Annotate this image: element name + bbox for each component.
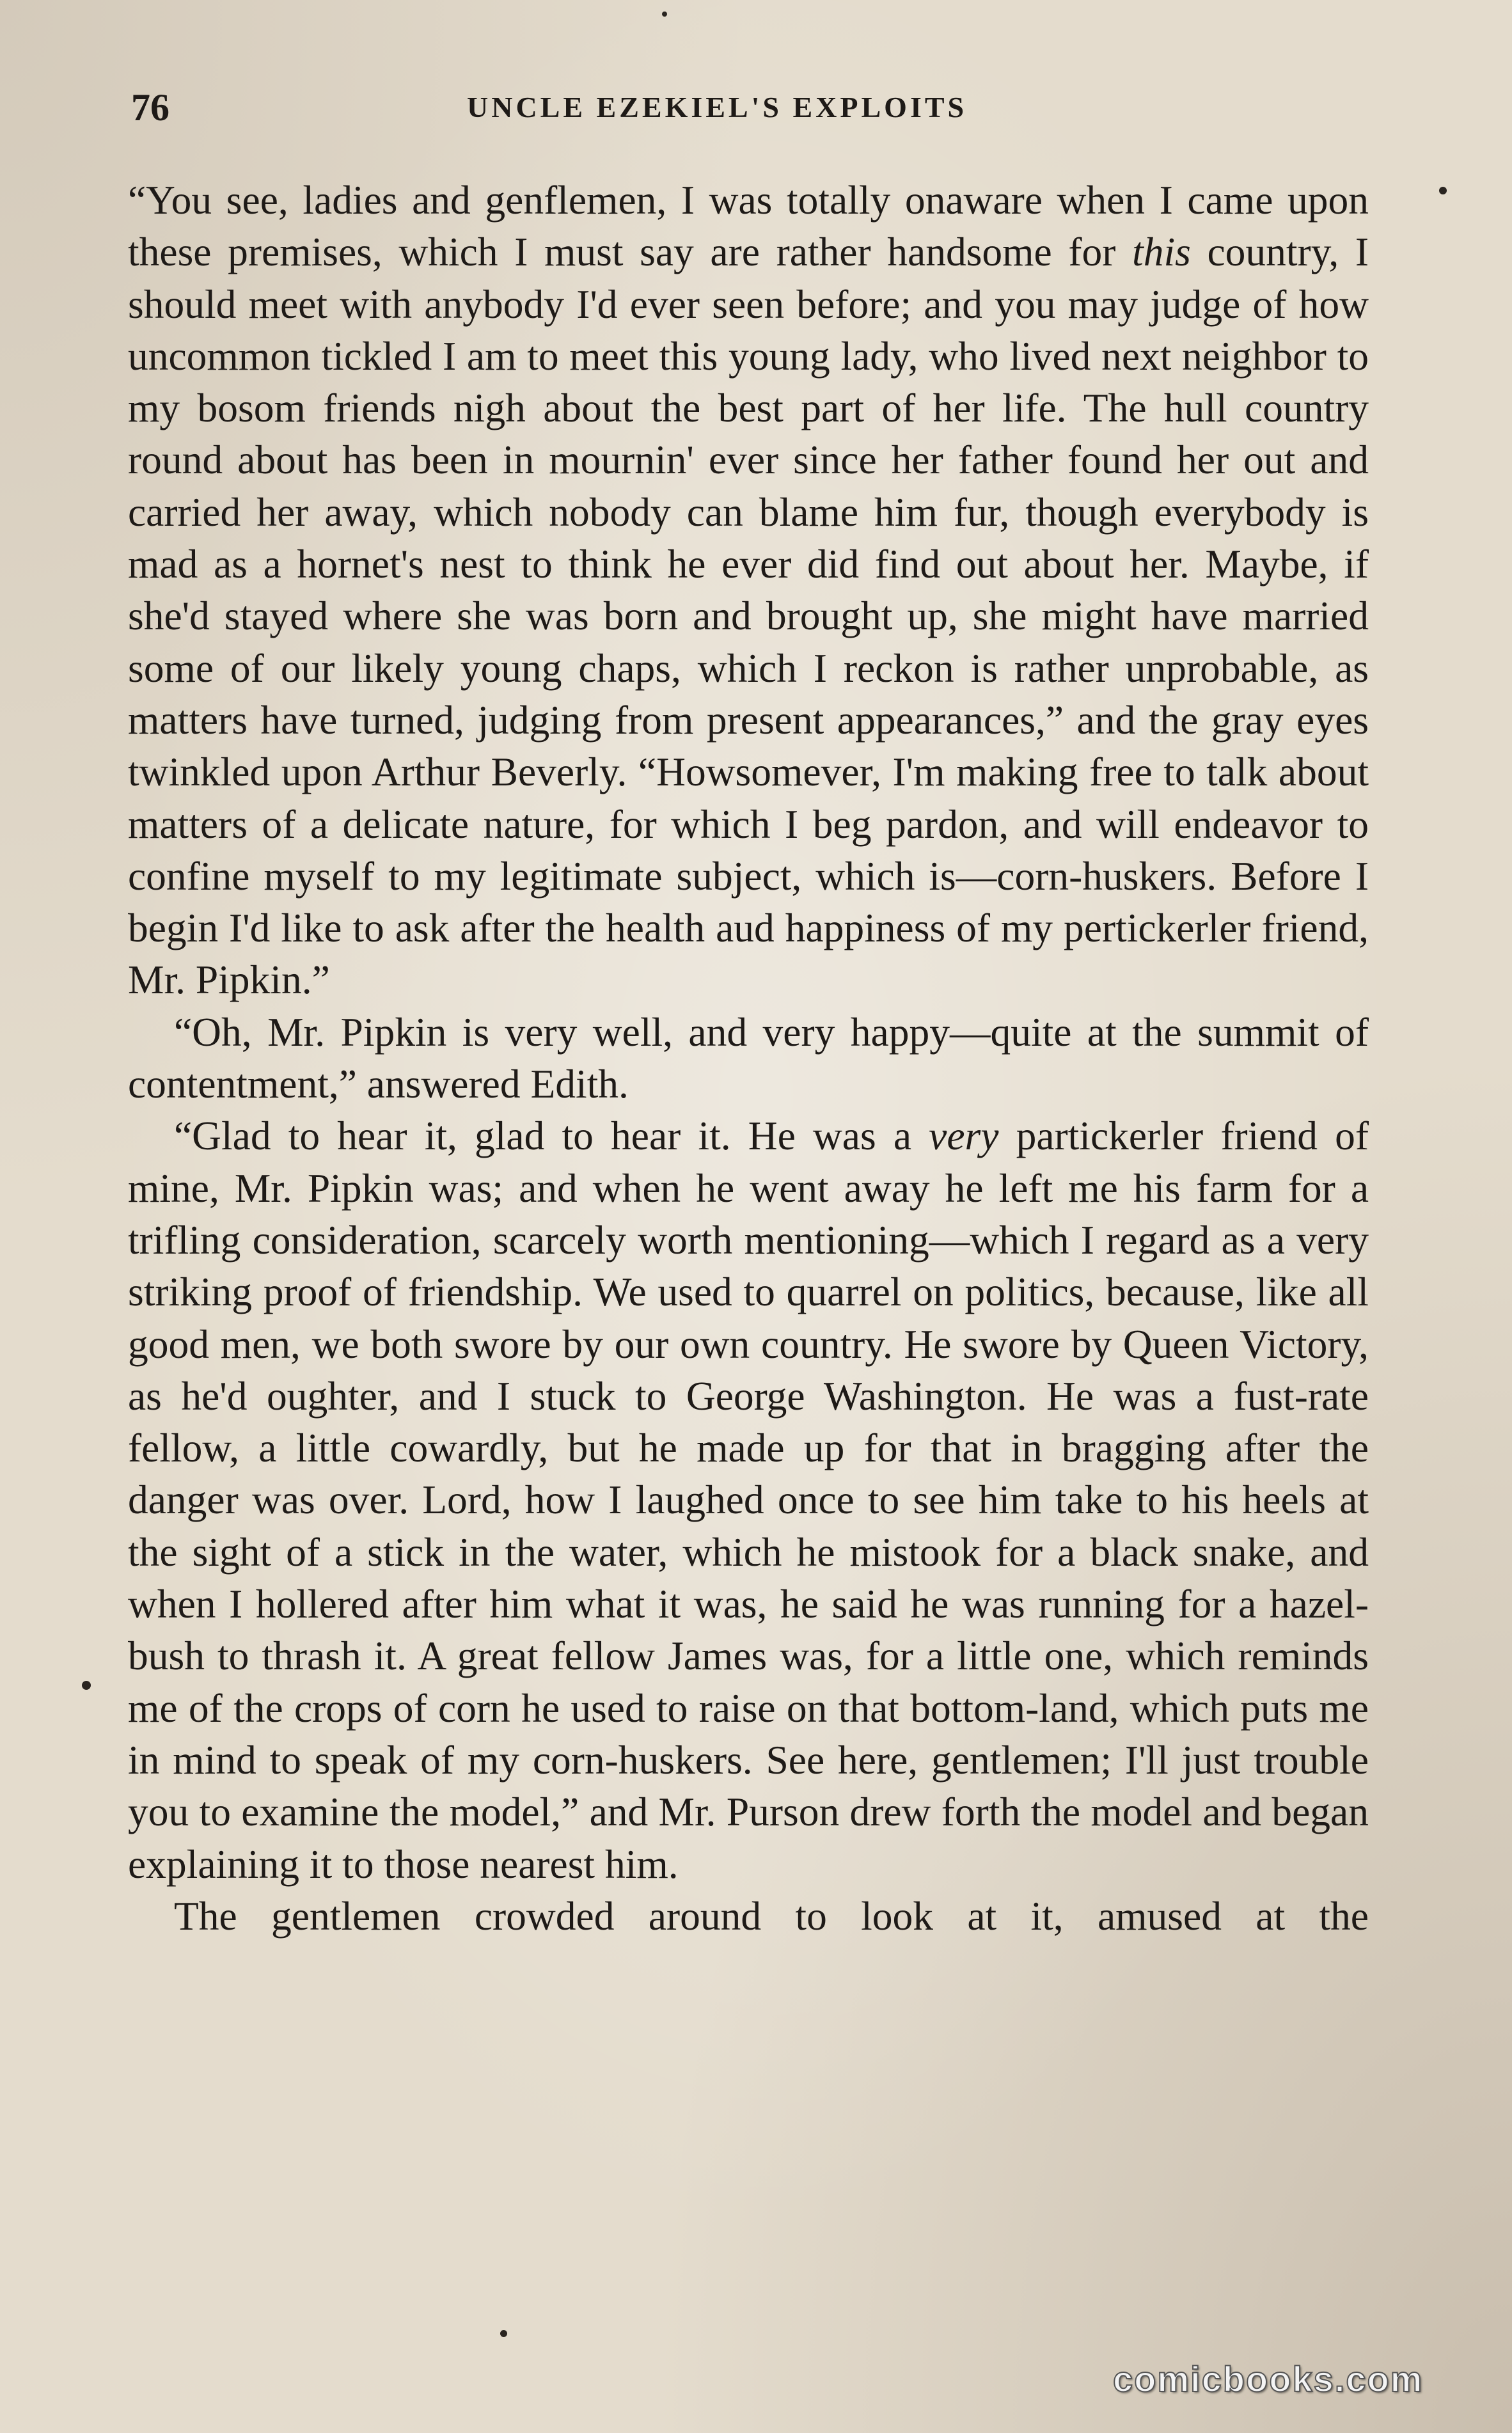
running-title: UNCLE EZEKIEL'S EXPLOITS bbox=[467, 91, 968, 123]
paragraph-2: “Oh, Mr. Pipkin is very well, and very happy—quite at the summit of contentment,” answered Edith. bbox=[128, 1009, 1369, 1107]
paragraph-4: The gentlemen crowded around to look at it, amused at the bbox=[174, 1893, 1369, 1939]
page-number: 76 bbox=[131, 86, 169, 129]
ink-speck bbox=[1439, 187, 1447, 194]
page-header bbox=[131, 82, 1369, 133]
paragraph-1: “You see, ladies and genflemen, I was totally onaware when I came upon these premises, which I must say are rather handsome for this country, I should meet with anybody I'd ever seen before; and you may judge of how uncommon tickled I am to meet this young lady, who lived next neighbor to my bosom friends nigh about the best part of her life. The hull country round about has been in mournin' ever since her father found her out and carried her away, which nobody can blame him fur, though everybody is mad as a hornet's nest to think he ever did find out about her. Maybe, if she'd stayed where she was born and brought up, she might have married some of our likely young chaps, which I reckon is rather unprobable, as matters have turned, judging from present appearances,” and the gray eyes twinkled upon Arthur Beverly. “Howsomever, I'm making free to talk about matters of a delicate nature, for which I beg pardon, and will endeavor to confine myself to my legitimate subject, which is—corn-huskers. Before I begin I'd like to ask after the health aud happiness of my pertickerler friend, Mr. Pipkin.” bbox=[128, 177, 1369, 1003]
paragraph-3: “Glad to hear it, glad to hear it. He was a very partickerler friend of mine, Mr. Pipkin was; and when he went away he left me his farm for a trifling consideration, scarcely worth mentioning—which I regard as a very striking proof of friendship. We used to quarrel on politics, because, like all good men, we both swore by our own country. He swore by Queen Victory, as he'd oughter, and I stuck to George Washington. He was a fust-rate fellow, a little cowardly, but he made up for that in bragging after the danger was over. Lord, how I laughed once to see him take to his heels at the sight of a stick in the water, which he mistook for a black snake, and when I hollered after him what it was, he said he was running for a hazel-bush to thrash it. A great fellow James was, for a little one, which reminds me of the crops of corn he used to raise on that bottom-land, which puts me in mind to speak of my corn-huskers. See here, gentlemen; I'll just trouble you to examine the model,” and Mr. Purson drew forth the model and began explaining it to those nearest him. bbox=[128, 1113, 1369, 1887]
emphasis-very: very bbox=[929, 1113, 999, 1159]
body-text bbox=[128, 174, 1369, 1942]
watermark: comicbooks.com bbox=[1113, 2359, 1424, 2399]
emphasis-this: this bbox=[1132, 229, 1191, 275]
ink-speck bbox=[82, 1681, 91, 1690]
ink-speck bbox=[500, 2330, 507, 2337]
ink-speck bbox=[662, 12, 667, 17]
